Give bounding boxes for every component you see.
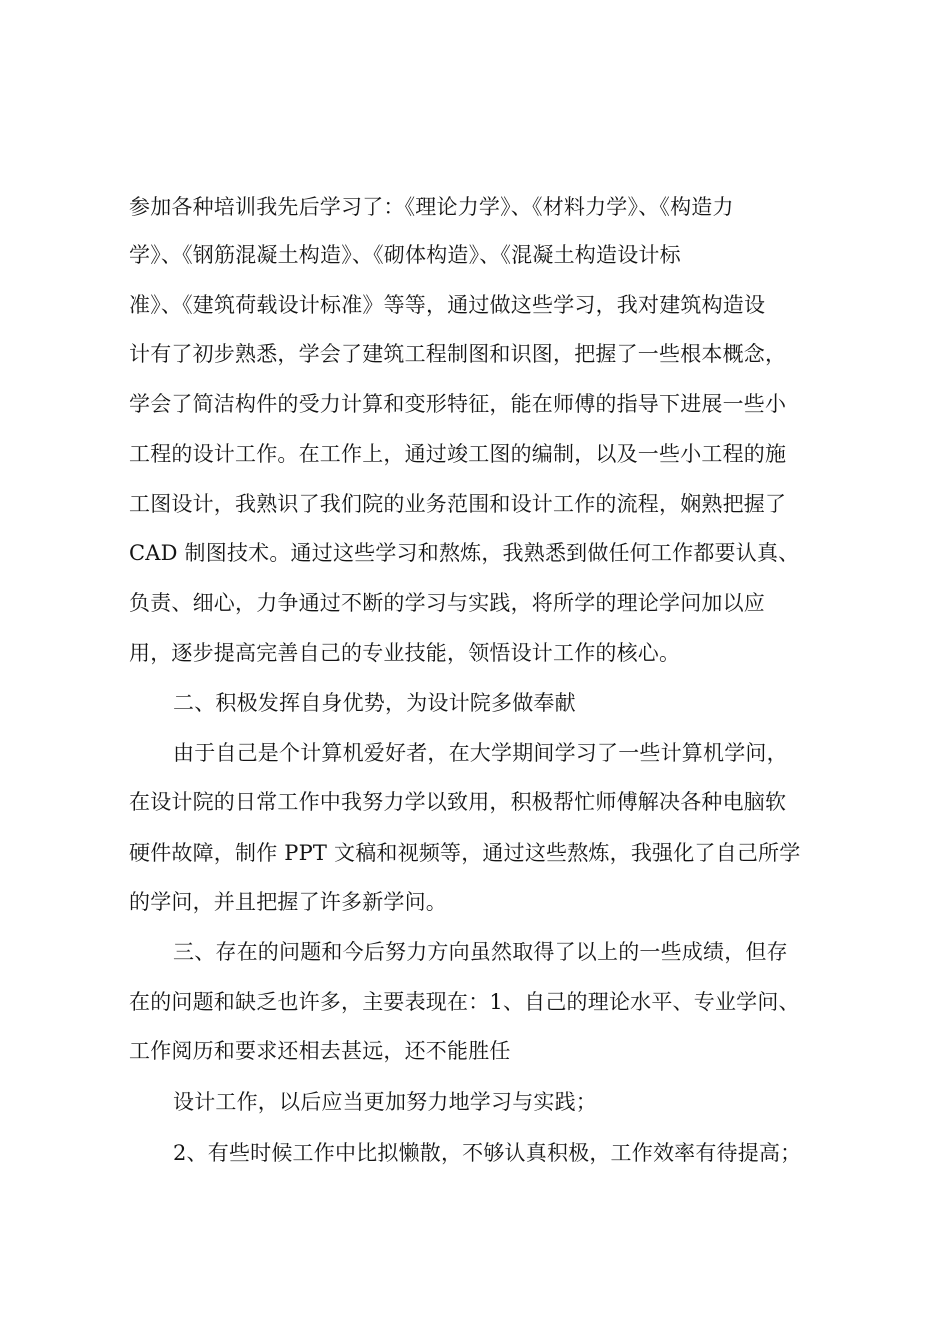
body-text-line: 准》、《建筑荷载设计标准》等等，通过做这些学习，我对建筑构造设 — [129, 293, 766, 317]
body-text-line: 计有了初步熟悉，学会了建筑工程制图和识图，把握了一些根本概念， — [129, 342, 787, 366]
body-text-line: 2、有些时候工作中比拟懒散，不够认真积极，工作效率有待提高； — [173, 1141, 802, 1165]
body-text-line: 由于自己是个计算机爱好者，在大学期间学习了一些计算机学问， — [173, 741, 788, 765]
body-text-line: CAD 制图技术。通过这些学习和熬炼，我熟悉到做任何工作都要认真、 — [129, 541, 800, 565]
body-text-line: 在的问题和缺乏也许多，主要表现在：1、自己的理论水平、专业学问、 — [129, 990, 800, 1014]
section-heading: 二、积极发挥自身优势，为设计院多做奉献 — [173, 691, 576, 715]
body-text-line: 学会了简洁构件的受力计算和变形特征，能在师傅的指导下进展一些小 — [129, 392, 787, 416]
body-text-line: 设计工作，以后应当更加努力地学习与实践； — [173, 1090, 597, 1114]
body-text-line: 硬件故障，制作 PPT 文稿和视频等，通过这些熬炼，我强化了自己所学 — [129, 841, 801, 865]
body-text-line: 工图设计，我熟识了我们院的业务范围和设计工作的流程，娴熟把握了 — [129, 492, 787, 516]
body-text-line: 三、存在的问题和今后努力方向虽然取得了以上的一些成绩，但存 — [173, 940, 788, 964]
body-text-line: 参加各种培训我先后学习了：《理论力学》、《材料力学》、《构造力 — [129, 195, 734, 219]
body-text-line: 用，逐步提高完善自己的专业技能，领悟设计工作的核心。 — [129, 641, 681, 665]
body-text-line: 的学问，并且把握了许多新学问。 — [129, 890, 447, 914]
body-text-line: 负责、细心，力争通过不断的学习与实践，将所学的理论学问加以应 — [129, 591, 765, 615]
body-text-line: 在设计院的日常工作中我努力学以致用，积极帮忙师傅解决各种电脑软 — [129, 790, 787, 814]
body-text-line: 学》、《钢筋混凝土构造》、《砌体构造》、《混凝土构造设计标 — [129, 243, 681, 267]
body-text-line: 工作阅历和要求还相去甚远，还不能胜任 — [129, 1039, 511, 1063]
body-text-line: 工程的设计工作。在工作上，通过竣工图的编制，以及一些小工程的施 — [129, 442, 787, 466]
